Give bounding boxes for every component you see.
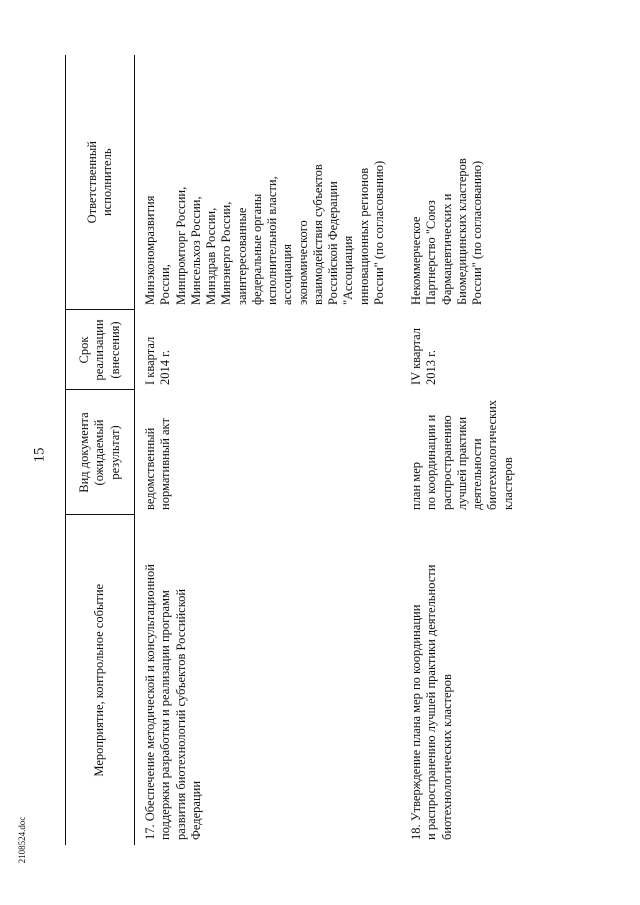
table-row xyxy=(135,55,392,845)
row-deadline: IV квартал 2013 г. xyxy=(409,327,439,385)
header-activity: Мероприятие, контрольное событие xyxy=(66,515,135,845)
table-header-row xyxy=(66,55,135,845)
row-doc-type: ведомственный нормативный акт xyxy=(143,418,173,510)
header-doc-type: Вид документа (ожидаемый результат) xyxy=(66,390,135,515)
header-responsible: Ответственный исполнитель xyxy=(66,55,135,310)
header-deadline: Срок реализации (внесения) xyxy=(66,310,135,390)
rotated-table-container xyxy=(65,55,533,845)
row-responsible: Некоммерческое Партнерство "Союз Фармацевтических и Биомедицинских кластеров России" (по согласованию) xyxy=(409,158,484,305)
table-row xyxy=(391,55,520,845)
plan-table xyxy=(65,55,520,845)
row-deadline: I квартал 2014 г. xyxy=(143,336,173,385)
row-activity: 17. Обеспечение методической и консультационной поддержки разработки и реализации программ развития биотехнологий субъектов Российской Федерации xyxy=(143,564,203,840)
row-responsible: Минэкономразвития России, Минпромторг России, Минсельхоз России, Минздрав России, Минэнерго России, заинтересованные федеральные органы исполнительной власти, ассоциация экономического взаимодействия субъектов Российской Федерации "Ассоциация инновационных регионов России" (по согласованию) xyxy=(143,160,386,305)
row-doc-type: план мер по координации и распространению лучшей практики деятельности биотехнологических кластеров xyxy=(409,399,515,510)
file-code: 2108524.doc xyxy=(17,816,27,864)
row-activity: 18. Утверждение плана мер по координации и распространению лучшей практики деятельности биотехнологических кластеров xyxy=(409,564,454,840)
page-number: 15 xyxy=(31,447,48,463)
